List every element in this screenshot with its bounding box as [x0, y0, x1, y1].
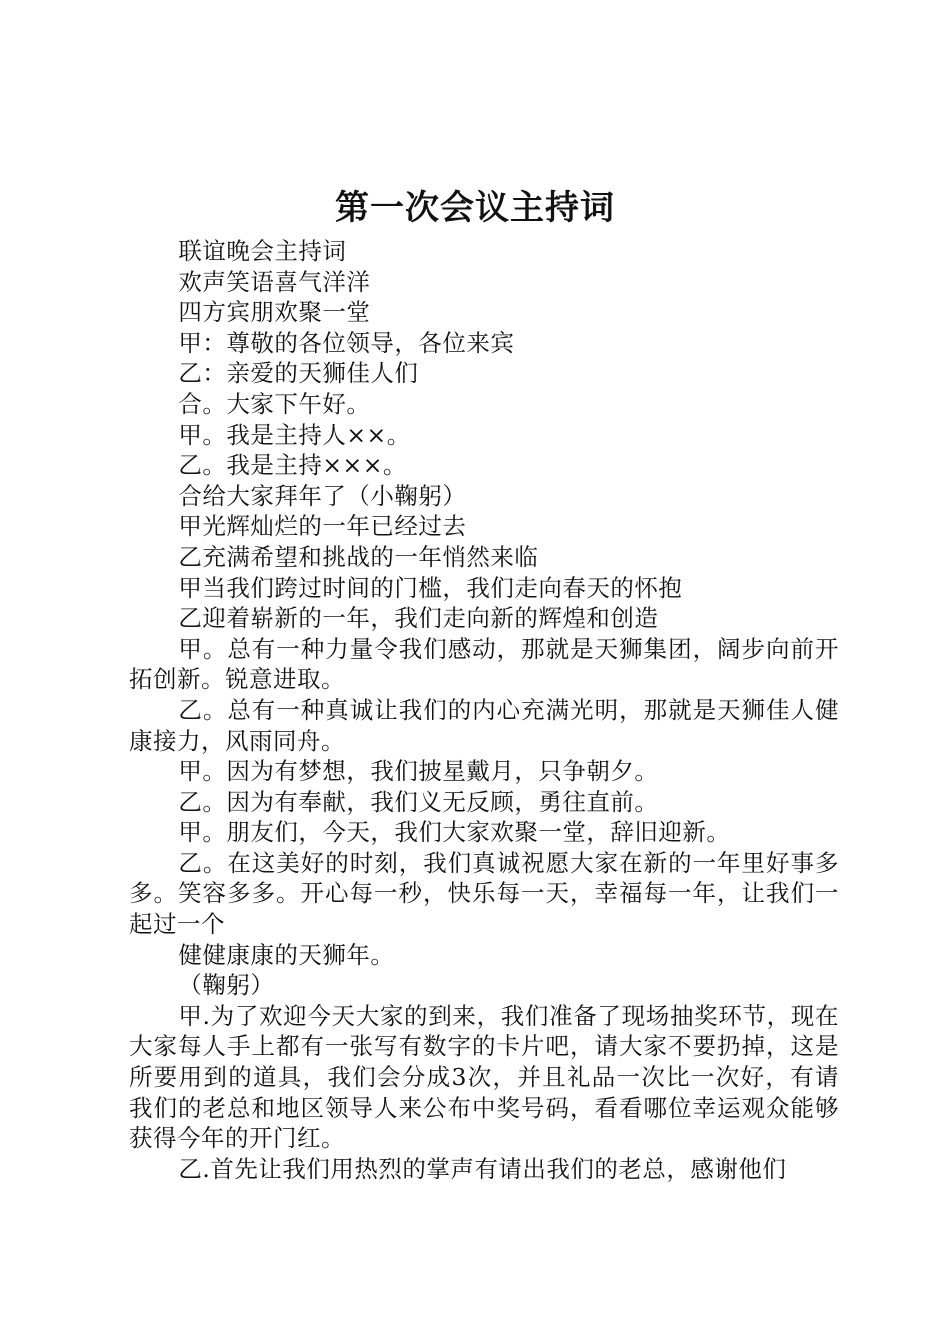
- paragraph: 甲。我是主持人××。: [178, 420, 411, 449]
- paragraph: 甲。朋友们，今天，我们大家欢聚一堂，辞旧迎新。: [178, 818, 731, 847]
- paragraph: 乙。总有一种真诚让我们的内心充满光明，那就是天狮佳人健康接力，风雨同舟。: [129, 695, 839, 755]
- paragraph: 甲。因为有梦想，我们披星戴月，只争朝夕。: [178, 757, 659, 786]
- paragraph: 联谊晚会主持词: [178, 237, 347, 265]
- paragraph: 甲光辉灿烂的一年已经过去: [178, 512, 467, 541]
- paragraph: 甲。总有一种力量令我们感动，那就是天狮集团，阔步向前开拓创新。锐意进取。: [129, 634, 839, 694]
- paragraph: 欢声笑语喜气洋洋: [178, 267, 371, 296]
- paragraph: 乙。在这美好的时刻，我们真诚祝愿大家在新的一年里好事多多。笑容多多。开心每一秒，快乐每一天，幸福每一年，让我们一起过一个: [129, 848, 839, 939]
- paragraph: 健健康康的天狮年。: [178, 940, 395, 969]
- paragraph: 乙.首先让我们用热烈的掌声有请出我们的老总，感谢他们: [178, 1154, 787, 1183]
- paragraph: 合。大家下午好。: [178, 389, 371, 418]
- paragraph: 甲：尊敬的各位领导，各位来宾: [178, 328, 515, 357]
- paragraph: 甲.为了欢迎今天大家的到来，我们准备了现场抽奖环节，现在大家每人手上都有一张写有数字的卡片吧，请大家不要扔掉，这是所要用到的道具，我们会分成3次，并且礼品一次比一次好，有请我们的老总和地区领导人来公布中奖号码，看看哪位幸运观众能够获得今年的开门红。: [129, 1001, 839, 1153]
- document-body: [129, 236, 839, 1184]
- paragraph: 乙充满希望和挑战的一年悄然来临: [178, 542, 539, 571]
- page-title: 第一次会议主持词: [335, 188, 615, 228]
- paragraph: 乙。我是主持×××。: [178, 451, 407, 480]
- paragraph: 甲当我们跨过时间的门槛，我们走向春天的怀抱: [178, 573, 683, 602]
- paragraph: 乙迎着崭新的一年，我们走向新的辉煌和创造: [178, 604, 659, 633]
- paragraph: 合给大家拜年了（小鞠躬）: [178, 481, 467, 510]
- paragraph: 四方宾朋欢聚一堂: [178, 298, 371, 327]
- paragraph: （鞠躬）: [178, 971, 275, 1000]
- paragraph: 乙。因为有奉献，我们义无反顾，勇往直前。: [178, 787, 659, 816]
- paragraph: 乙：亲爱的天狮佳人们: [178, 359, 419, 388]
